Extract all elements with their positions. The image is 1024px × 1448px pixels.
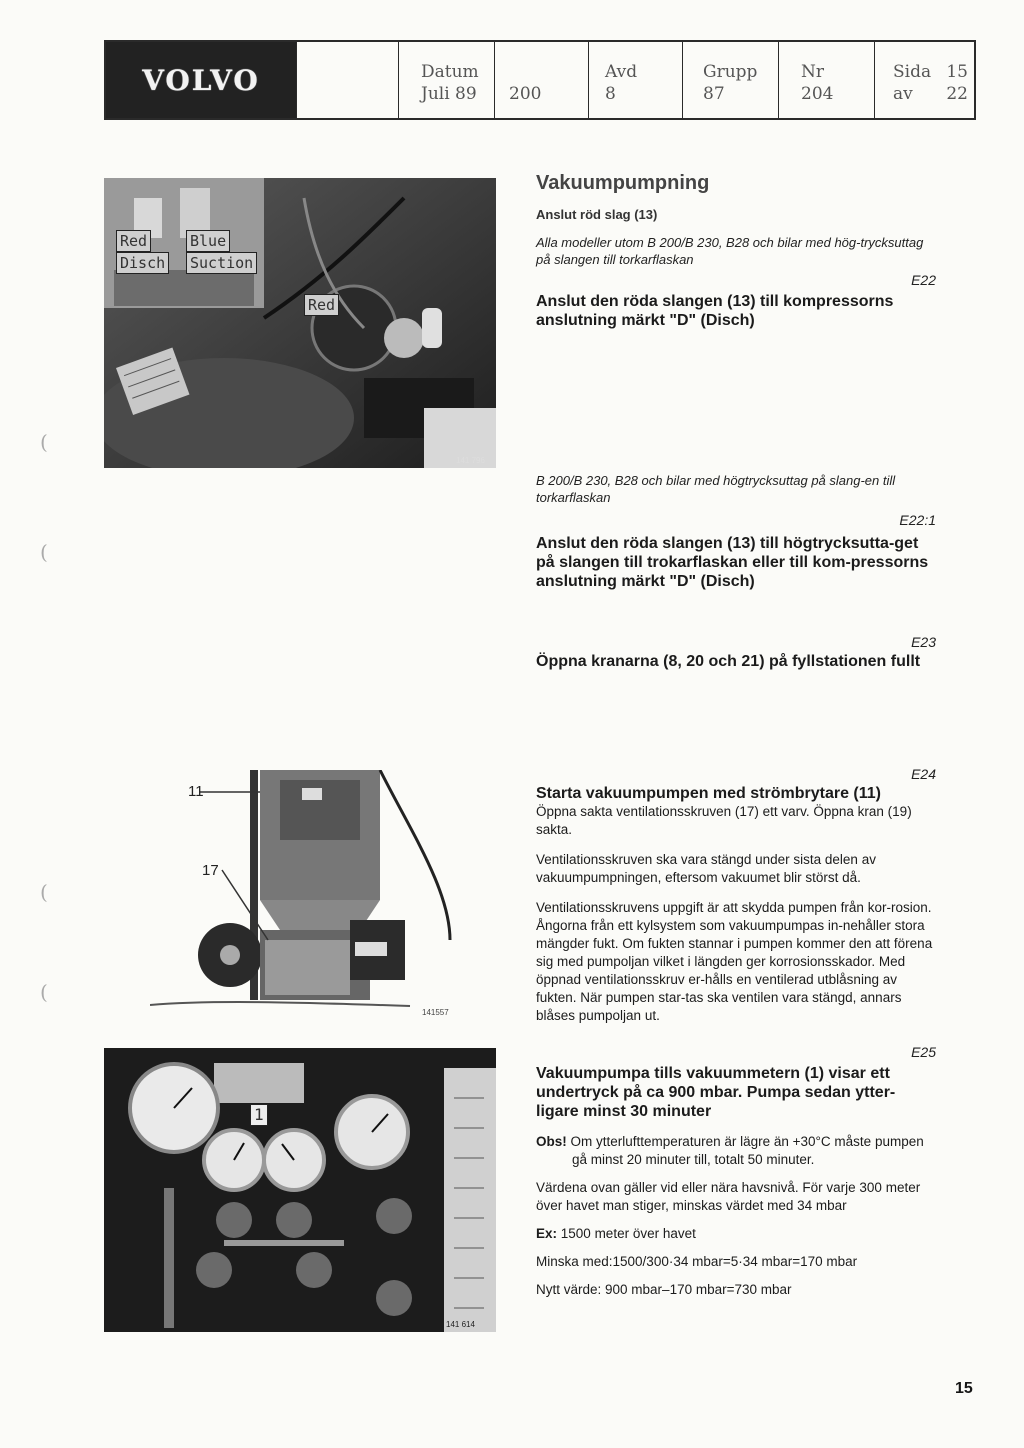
header-nr-cell <box>778 42 874 118</box>
datum-value: Juli 89 <box>421 84 477 104</box>
header-sida-cell <box>874 42 974 118</box>
paragraph: Öppna sakta ventilationsskruven (17) ett varv. Öppna kran (19) sakta. <box>536 804 912 837</box>
volvo-logo: VOLVO <box>142 63 260 97</box>
callout-17: 17 <box>202 862 219 879</box>
label-red: Red <box>116 230 151 252</box>
avd-label: Avd <box>605 62 638 82</box>
ex-label: Ex: <box>536 1226 558 1241</box>
sida-label: Sida <box>893 62 932 82</box>
nr-value: 204 <box>801 84 834 104</box>
instruction-text: Anslut den röda slangen (13) till högtrycksutta-get på slangen till trokarflaskan eller till kom-pressorns anslutning märkt "D" (Disch) <box>536 535 929 590</box>
example-line <box>536 1225 936 1243</box>
avd-value: 8 <box>605 84 616 104</box>
compressor-illustration <box>104 178 496 468</box>
photo3-number: 141 614 <box>446 1320 475 1329</box>
step-code: E22:1 <box>899 512 936 528</box>
header-avd-cell <box>588 42 682 118</box>
label-disch: Disch <box>116 252 169 274</box>
obs-label: Obs! <box>536 1134 567 1149</box>
step-code: E25 <box>911 1044 936 1060</box>
vacuum-pump-illustration <box>150 770 460 1020</box>
header-blank-cell <box>296 42 398 118</box>
condition-text: Alla modeller utom B 200/B 230, B28 och bilar med hög-trycksuttag på slangen till torkarflaskan <box>536 235 924 267</box>
margin-mark: ( <box>40 880 48 904</box>
result-line: Nytt värde: 900 mbar–170 mbar=730 mbar <box>536 1282 792 1297</box>
header-model-cell <box>494 42 588 118</box>
label-blue: Blue <box>186 230 230 252</box>
av-label: av <box>893 84 913 104</box>
section-e23 <box>536 634 936 671</box>
photo1-number: 141 796 <box>456 456 485 465</box>
header-datum-cell <box>398 42 494 118</box>
instruction-text: Starta vakuumpumpen med strömbrytare (11) <box>536 785 881 802</box>
nr-label: Nr <box>801 62 825 82</box>
sida-value: 15 <box>946 62 968 82</box>
instruction-text: Öppna kranarna (8, 20 och 21) på fyllstationen fullt <box>536 653 921 670</box>
ex-text: 1500 meter över havet <box>560 1226 696 1241</box>
grupp-label: Grupp <box>703 62 758 82</box>
step-code: E23 <box>911 634 936 650</box>
datum-label: Datum <box>421 62 479 82</box>
section-title: Vakuumpumpning <box>536 172 710 194</box>
instruction-text: Anslut den röda slangen (13) till kompressorns anslutning märkt "D" (Disch) <box>536 293 894 329</box>
section-e22-1 <box>536 472 936 591</box>
av-value: 22 <box>946 84 968 104</box>
instruction-text: Vakuumpumpa tills vakuummetern (1) visar ett undertryck på ca 900 mbar. Pumpa sedan ytter-ligare minst 30 minuter <box>536 1065 896 1120</box>
photo-compressor <box>104 178 496 468</box>
paragraph: Ventilationsskruvens uppgift är att skydda pumpen från kor-rosion. Ångorna från ett kylsystem som vakuumpumpas in-nehåller stora mängder fukt. Om fukten stannar i pumpen kommer den att förena sig med pumpoljan vilket i längden ger korrosionsskador. Med öppnad ventilationsskruv er-hålls en ventilerad utblåsning av fukten. När pumpen star-tas ska ventilen vara stängd, annars blåses pumpoljan ut. <box>536 900 933 1023</box>
section-subtitle: Anslut röd slag (13) <box>536 207 658 222</box>
margin-mark: ( <box>40 540 48 564</box>
document-header <box>104 40 976 120</box>
step-code: E22 <box>911 272 936 288</box>
callout-1: 1 <box>250 1104 268 1126</box>
obs-note <box>536 1133 936 1169</box>
section-e24 <box>536 766 936 1025</box>
callout-11: 11 <box>188 783 204 800</box>
photo-gauges <box>104 1048 496 1332</box>
obs-text: Om ytterlufttemperaturen är lägre än +30°C måste pumpen gå minst 20 minuter till, totalt 50 minuter. <box>570 1134 924 1167</box>
header-grupp-cell <box>682 42 778 118</box>
calculation-line: Minska med:1500/300·34 mbar=5·34 mbar=170 mbar <box>536 1254 858 1269</box>
margin-mark: ( <box>40 980 48 1004</box>
label-suction: Suction <box>186 252 257 274</box>
photo2-number: 141557 <box>422 1008 449 1017</box>
gauges-illustration <box>104 1048 496 1332</box>
condition-text: B 200/B 230, B28 och bilar med högtrycksuttag på slang-en till torkarflaskan <box>536 473 896 505</box>
paragraph: Ventilationsskruven ska vara stängd under sista delen av vakuumpumpningen, eftersom vakuumet blir störst då. <box>536 852 876 885</box>
paragraph: Värdena ovan gäller vid eller nära havsnivå. För varje 300 meter över havet man stiger, minskas värdet med 34 mbar <box>536 1180 921 1213</box>
step-code: E24 <box>911 766 936 782</box>
model-value: 200 <box>509 84 542 104</box>
photo-vacuum-pump <box>150 770 460 1020</box>
grupp-value: 87 <box>703 84 725 104</box>
margin-mark: ( <box>40 430 48 454</box>
page-number: 15 <box>955 1380 973 1397</box>
volvo-logo-cell <box>106 42 296 118</box>
label-red-hose: Red <box>304 294 339 316</box>
section-e25 <box>536 1044 936 1299</box>
section-e22 <box>536 172 936 330</box>
